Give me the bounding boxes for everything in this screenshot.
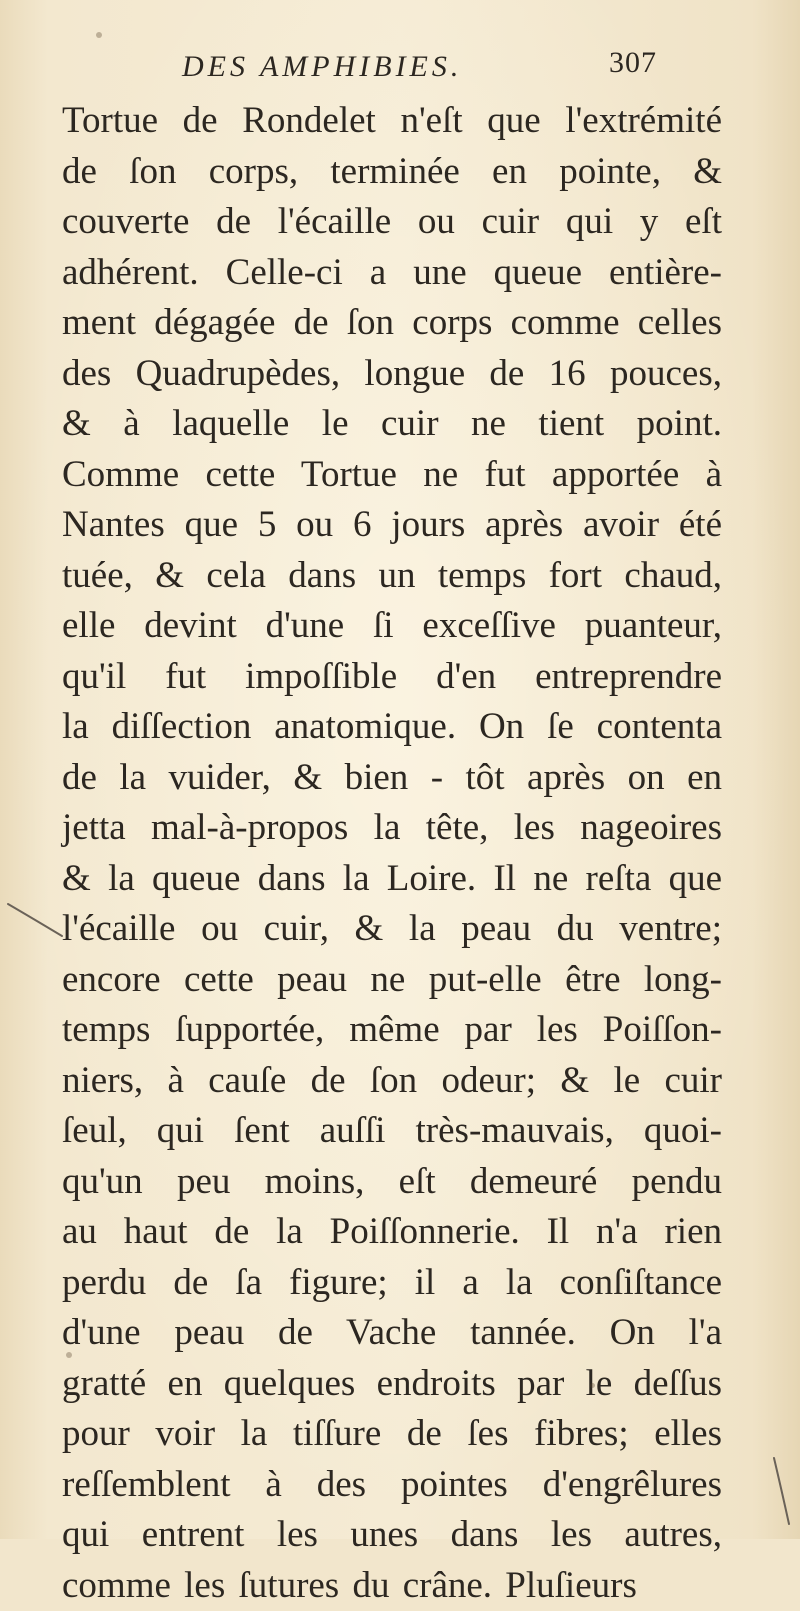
text-line: encore cette peau ne put-elle être long-: [62, 955, 722, 1006]
text-line: comme les ſutures du crâne. Pluſieurs: [62, 1561, 722, 1611]
text-line: des Quadrupèdes, longue de 16 pouces,: [62, 349, 722, 400]
text-line: perdu de ſa figure; il a la conſiſtance: [62, 1258, 722, 1309]
text-line: la diſſection anatomique. On ſe contenta: [62, 702, 722, 753]
paper-spot: [590, 1383, 595, 1388]
page-number: 307: [609, 46, 657, 80]
paper-spot: [66, 1352, 72, 1358]
text-line: Tortue de Rondelet n'eſt que l'extrémité: [62, 96, 722, 147]
text-line: & à laquelle le cuir ne tient point.: [62, 399, 722, 450]
text-line: de ſon corps, terminée en pointe, &: [62, 147, 722, 198]
text-line: au haut de la Poiſſonnerie. Il n'a rien: [62, 1207, 722, 1258]
text-line: tuée, & cela dans un temps fort chaud,: [62, 551, 722, 602]
running-title: DES AMPHIBIES.: [182, 50, 462, 84]
paper-spot: [96, 32, 102, 38]
text-line: jetta mal-à-propos la tête, les nageoires: [62, 803, 722, 854]
text-line: Nantes que 5 ou 6 jours après avoir été: [62, 500, 722, 551]
text-line: pour voir la tiſſure de ſes fibres; elles: [62, 1409, 722, 1460]
text-line: l'écaille ou cuir, & la peau du ventre;: [62, 904, 722, 955]
text-line: temps ſupportée, même par les Poiſſon-: [62, 1005, 722, 1056]
text-line: adhérent. Celle-ci a une queue entière-: [62, 248, 722, 299]
text-line: & la queue dans la Loire. Il ne reſta que: [62, 854, 722, 905]
text-line: gratté en quelques endroits par le deſſus: [62, 1359, 722, 1410]
text-line: Comme cette Tortue ne fut apportée à: [62, 450, 722, 501]
text-line: ſeul, qui ſent auſſi très-mauvais, quoi-: [62, 1106, 722, 1157]
body-text: [62, 96, 722, 1611]
text-line: qu'il fut impoſſible d'en entreprendre: [62, 652, 722, 703]
margin-pencil-mark: [6, 902, 66, 942]
text-line: ment dégagée de ſon corps comme celles: [62, 298, 722, 349]
text-line: qui entrent les unes dans les autres,: [62, 1510, 722, 1561]
text-line: elle devint d'une ſi exceſſive puanteur,: [62, 601, 722, 652]
text-line: qu'un peu moins, eſt demeuré pendu: [62, 1157, 722, 1208]
text-line: couverte de l'écaille ou cuir qui y eſt: [62, 197, 722, 248]
edge-pencil-mark: [772, 1456, 792, 1526]
running-head: [182, 46, 702, 96]
text-line: d'une peau de Vache tannée. On l'a: [62, 1308, 722, 1359]
text-line: reſſemblent à des pointes d'engrêlures: [62, 1460, 722, 1511]
text-line: niers, à cauſe de ſon odeur; & le cuir: [62, 1056, 722, 1107]
text-line: de la vuider, & bien - tôt après on en: [62, 753, 722, 804]
